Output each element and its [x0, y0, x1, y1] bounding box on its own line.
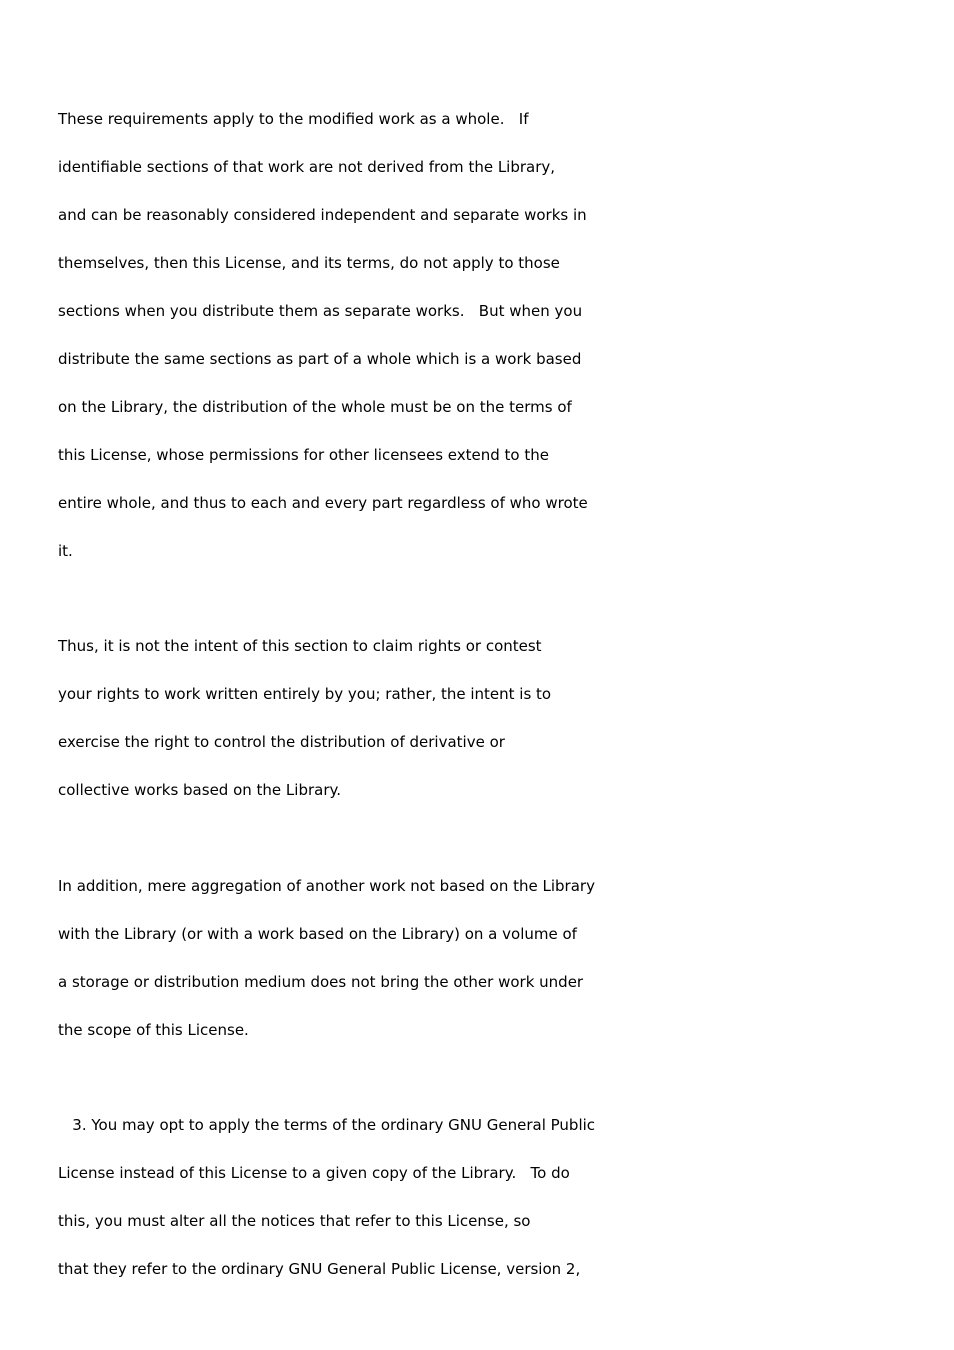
text-line: your rights to work written entirely by you; rather, the intent is to — [58, 685, 552, 703]
text-line: with the Library (or with a work based on the Library) on a volume of — [58, 925, 577, 943]
text-line: a storage or distribution medium does not bring the other work under — [58, 973, 584, 991]
text-line: the scope of this License. — [58, 1021, 249, 1039]
text-line: themselves, then this License, and its terms, do not apply to those — [58, 254, 560, 272]
text-line: collective works based on the Library. — [58, 781, 342, 799]
text-line: License instead of this License to a given copy of the Library. To do — [58, 1164, 570, 1182]
text-line: These requirements apply to the modified work as a whole. If — [58, 110, 529, 128]
text-line: 3. You may opt to apply the terms of the ordinary GNU General Public — [58, 1116, 596, 1134]
text-line: and can be reasonably considered independent and separate works in — [58, 206, 587, 224]
text-line: it. — [58, 542, 73, 560]
text-line: exercise the right to control the distribution of derivative or — [58, 733, 505, 751]
text-line: In addition, mere aggregation of another work not based on the Library — [58, 877, 595, 895]
text-line: on the Library, the distribution of the whole must be on the terms of — [58, 398, 572, 416]
text-line: that they refer to the ordinary GNU General Public License, version 2, — [58, 1260, 581, 1278]
text-line: entire whole, and thus to each and every part regardless of who wrote — [58, 494, 588, 512]
text-line: sections when you distribute them as separate works. But when you — [58, 302, 583, 320]
text-line: distribute the same sections as part of a whole which is a work based — [58, 350, 582, 368]
text-line: identifiable sections of that work are not derived from the Library, — [58, 158, 556, 176]
text-line: Thus, it is not the intent of this section to claim rights or contest — [58, 637, 542, 655]
text-line: this License, whose permissions for other licensees extend to the — [58, 446, 549, 464]
text-line: this, you must alter all the notices that refer to this License, so — [58, 1212, 531, 1230]
